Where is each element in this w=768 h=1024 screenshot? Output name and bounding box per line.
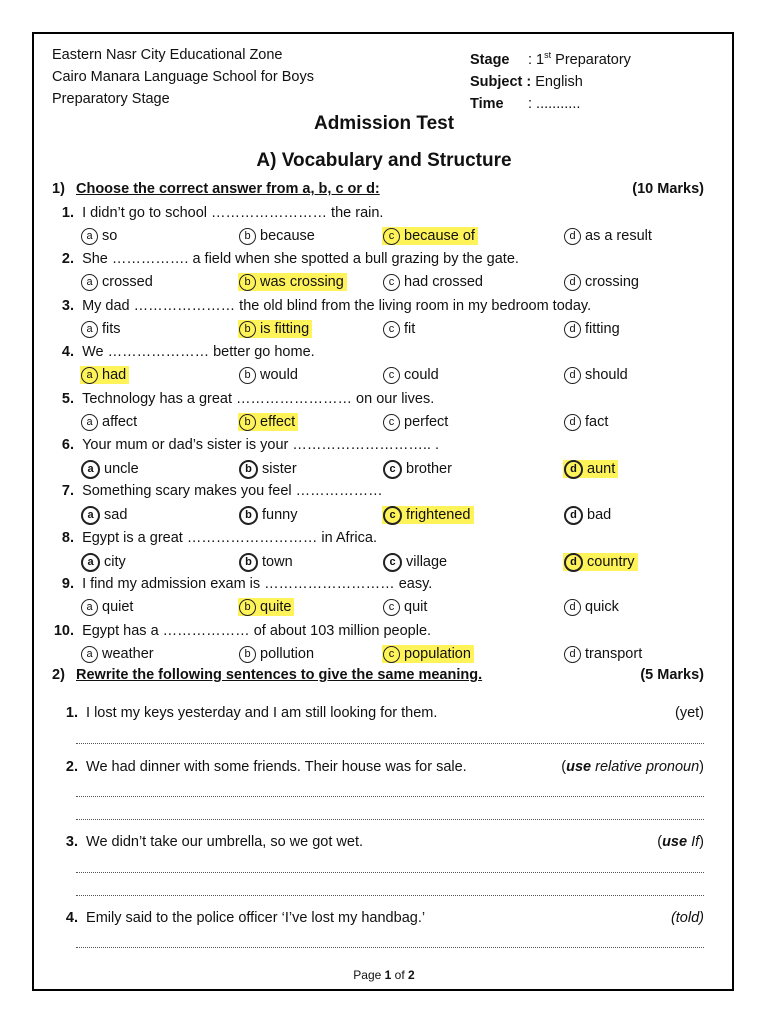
part-instruction: Choose the correct answer from a, b, c or d: xyxy=(76,181,380,197)
exam-info xyxy=(470,44,631,115)
answer-option[interactable] xyxy=(382,367,442,384)
question-number: 5. xyxy=(61,390,74,407)
answer-option[interactable] xyxy=(382,321,418,338)
answer-option[interactable] xyxy=(563,506,614,525)
option-letter: a xyxy=(81,228,98,245)
option-letter: a xyxy=(81,274,98,291)
answer-option[interactable] xyxy=(80,228,120,245)
part2-heading xyxy=(52,667,704,683)
option-label: weather xyxy=(102,645,154,662)
current-page: 1 xyxy=(384,968,392,982)
question-text: I didn’t go to school …………………… the rain. xyxy=(82,205,384,221)
option-label: affect xyxy=(102,413,138,430)
option-letter: c xyxy=(383,321,400,338)
section-title: A) Vocabulary and Structure xyxy=(256,150,512,171)
rewrite-item xyxy=(52,705,704,721)
option-label: could xyxy=(404,367,439,384)
question-text: Egypt has a ……………… of about 103 million people. xyxy=(82,622,432,639)
answer-option[interactable] xyxy=(238,367,301,384)
rewrite-item xyxy=(52,834,704,850)
option-letter: c xyxy=(383,599,400,616)
option-label: frightened xyxy=(406,507,471,524)
question-item xyxy=(44,623,704,639)
option-letter: b xyxy=(239,506,258,525)
time-value: : ........... xyxy=(528,95,581,112)
option-letter: b xyxy=(239,460,258,479)
question-text: We ………………… better go home. xyxy=(82,344,315,361)
answer-option[interactable] xyxy=(563,274,642,291)
answer-option[interactable] xyxy=(238,506,300,525)
option-letter: d xyxy=(564,599,581,616)
option-label: population xyxy=(404,645,471,662)
question-number: 4. xyxy=(61,344,74,361)
option-label: town xyxy=(262,553,293,570)
test-title: Admission Test xyxy=(313,113,455,134)
answer-option[interactable] xyxy=(563,321,623,338)
answer-option[interactable] xyxy=(80,414,140,431)
question-number: 7. xyxy=(61,483,74,500)
option-label: had crossed xyxy=(404,274,483,291)
answer-option[interactable] xyxy=(80,460,142,479)
option-label: should xyxy=(585,367,628,384)
option-letter: a xyxy=(81,414,98,431)
answer-option[interactable] xyxy=(382,646,474,663)
answer-option[interactable] xyxy=(563,460,618,479)
question-item xyxy=(44,437,704,453)
header-line: Eastern Nasr City Educational Zone xyxy=(52,47,283,63)
stage-row xyxy=(470,44,631,71)
option-label: was crossing xyxy=(260,274,344,291)
answer-option[interactable] xyxy=(382,553,450,572)
answer-option[interactable] xyxy=(563,367,631,384)
option-letter: d xyxy=(564,274,581,291)
answer-option[interactable] xyxy=(80,367,129,384)
answer-option[interactable] xyxy=(382,460,455,479)
total-pages: 2 xyxy=(408,968,415,982)
option-label: effect xyxy=(260,413,296,430)
answer-option[interactable] xyxy=(563,553,638,572)
option-letter: c xyxy=(383,367,400,384)
option-label: fitting xyxy=(585,320,620,337)
option-label: quite xyxy=(260,599,292,616)
option-label: aunt xyxy=(587,461,616,477)
option-letter: d xyxy=(564,646,581,663)
part-instruction: Rewrite the following sentences to give the same meaning. xyxy=(76,667,483,683)
rewrite-hint: (told) xyxy=(670,910,704,926)
option-letter: b xyxy=(239,646,256,663)
answer-option[interactable] xyxy=(80,553,129,572)
option-letter: c xyxy=(383,506,402,525)
rewrite-hint: (use relative pronoun) xyxy=(561,759,704,775)
option-label: sister xyxy=(262,461,297,477)
option-label: pollution xyxy=(260,645,315,662)
part1-heading xyxy=(52,181,704,197)
stage-label: Stage xyxy=(470,51,510,68)
question-number: 8. xyxy=(61,529,74,546)
stage-rest: Preparatory xyxy=(551,51,631,68)
option-label: because xyxy=(260,228,315,244)
option-label: had xyxy=(102,367,127,384)
option-letter: a xyxy=(81,460,100,479)
option-label: crossing xyxy=(585,274,639,291)
part-marks: (5 Marks) xyxy=(640,667,704,683)
option-label: uncle xyxy=(104,461,139,477)
subject-value: English xyxy=(531,73,583,90)
part-marks: (10 Marks) xyxy=(632,181,704,197)
question-item xyxy=(44,483,704,499)
answer-option[interactable] xyxy=(80,506,130,525)
option-label: so xyxy=(102,228,118,244)
question-item xyxy=(44,530,704,546)
option-label: is fitting xyxy=(260,320,310,337)
question-item xyxy=(44,205,704,221)
answer-option[interactable] xyxy=(238,321,312,338)
stage-value: : 1 xyxy=(528,51,545,68)
rewrite-text: We didn’t take our umbrella, so we got wet. xyxy=(86,834,364,850)
option-label: brother xyxy=(406,461,452,477)
option-letter: d xyxy=(564,228,581,245)
question-text: My dad ………………… the old blind from the living room in my bedroom today. xyxy=(82,297,592,314)
answer-line[interactable] xyxy=(76,795,704,797)
option-label: would xyxy=(260,367,298,384)
question-item xyxy=(44,391,704,407)
subject-row xyxy=(470,71,631,93)
option-letter: d xyxy=(564,506,583,525)
option-letter: c xyxy=(383,646,400,663)
question-item xyxy=(44,576,704,592)
option-letter: d xyxy=(564,553,583,572)
answer-option[interactable] xyxy=(80,274,156,291)
answer-option[interactable] xyxy=(563,599,622,616)
school-header xyxy=(52,44,314,110)
option-letter: a xyxy=(81,367,98,384)
option-label: fact xyxy=(585,413,609,430)
page-footer: Page 1 of 2 xyxy=(353,968,415,982)
answer-line[interactable] xyxy=(76,894,704,896)
option-letter: a xyxy=(81,553,100,572)
rewrite-number: 1. xyxy=(65,705,78,721)
option-label: because of xyxy=(404,228,475,244)
option-label: crossed xyxy=(102,274,153,291)
rewrite-number: 3. xyxy=(65,834,78,850)
question-text: She ……………. a field when she spotted a bull grazing by the gate. xyxy=(82,251,519,268)
answer-option[interactable] xyxy=(382,414,451,431)
option-letter: c xyxy=(383,460,402,479)
question-number: 3. xyxy=(61,297,74,314)
time-label: Time xyxy=(470,95,504,112)
question-text: I find my admission exam is ……………………… easy. xyxy=(82,576,433,593)
answer-option[interactable] xyxy=(563,228,655,245)
rewrite-text: Emily said to the police officer ‘I’ve lost my handbag.’ xyxy=(86,910,426,926)
rewrite-hint: (use If) xyxy=(657,834,704,850)
option-label: village xyxy=(406,553,448,570)
stage-sup: st xyxy=(544,50,552,60)
header-line: Cairo Manara Language School for Boys xyxy=(52,69,314,85)
question-number: 6. xyxy=(61,437,74,453)
answer-option[interactable] xyxy=(238,274,347,291)
time-row xyxy=(470,93,631,115)
option-label: country xyxy=(587,553,635,570)
rewrite-number: 4. xyxy=(65,910,78,926)
question-item xyxy=(44,298,704,314)
answer-option[interactable] xyxy=(238,228,318,245)
option-letter: b xyxy=(239,414,256,431)
part-number: 2) xyxy=(52,667,65,683)
answer-option[interactable] xyxy=(238,599,294,616)
answer-option[interactable] xyxy=(238,553,296,572)
option-label: quit xyxy=(404,599,428,616)
option-letter: b xyxy=(239,228,256,245)
rewrite-hint: (yet) xyxy=(675,705,704,721)
answer-line[interactable] xyxy=(76,871,704,873)
answer-option[interactable] xyxy=(563,646,645,663)
answer-line[interactable] xyxy=(76,742,704,744)
rewrite-item xyxy=(52,910,704,926)
question-text: Technology has a great …………………… on our lives. xyxy=(82,390,435,407)
question-item xyxy=(44,344,704,360)
option-label: sad xyxy=(104,507,128,524)
option-label: as a result xyxy=(585,228,652,244)
question-number: 1. xyxy=(61,205,74,221)
answer-option[interactable] xyxy=(563,414,611,431)
option-letter: b xyxy=(239,599,256,616)
question-number: 9. xyxy=(61,576,74,593)
option-label: city xyxy=(104,553,126,570)
subject-label: Subject : xyxy=(470,73,532,90)
option-letter: a xyxy=(81,646,98,663)
answer-option[interactable] xyxy=(238,646,317,663)
answer-line[interactable] xyxy=(76,818,704,820)
option-letter: c xyxy=(383,553,402,572)
answer-option[interactable] xyxy=(238,414,298,431)
part-number: 1) xyxy=(52,181,65,197)
rewrite-number: 2. xyxy=(65,759,78,775)
option-letter: c xyxy=(383,414,400,431)
option-letter: b xyxy=(239,553,258,572)
rewrite-item xyxy=(52,759,704,775)
answer-option[interactable] xyxy=(238,460,300,479)
option-letter: a xyxy=(81,599,98,616)
option-label: bad xyxy=(587,507,612,524)
question-number: 10. xyxy=(53,622,74,639)
option-letter: b xyxy=(239,367,256,384)
option-letter: c xyxy=(383,274,400,291)
option-letter: c xyxy=(383,228,400,245)
answer-option[interactable] xyxy=(80,321,124,338)
question-item xyxy=(44,251,704,267)
option-letter: d xyxy=(564,460,583,479)
header-line: Preparatory Stage xyxy=(52,91,170,107)
rewrite-text: We had dinner with some friends. Their house was for sale. xyxy=(86,759,467,775)
option-letter: b xyxy=(239,321,256,338)
option-letter: a xyxy=(81,506,100,525)
question-text: Your mum or dad’s sister is your ……………………….. . xyxy=(82,437,440,453)
answer-option[interactable] xyxy=(382,506,474,525)
answer-option[interactable] xyxy=(382,228,478,245)
option-label: quiet xyxy=(102,599,134,616)
option-letter: d xyxy=(564,414,581,431)
option-label: fits xyxy=(102,320,121,337)
rewrite-text: I lost my keys yesterday and I am still looking for them. xyxy=(86,705,438,721)
question-text: Egypt is a great ……………………… in Africa. xyxy=(82,529,377,546)
question-number: 2. xyxy=(61,251,74,268)
option-label: funny xyxy=(262,507,298,524)
option-label: perfect xyxy=(404,413,449,430)
option-label: transport xyxy=(585,645,643,662)
answer-line[interactable] xyxy=(76,946,704,948)
option-label: quick xyxy=(585,599,619,616)
question-text: Something scary makes you feel ……………… xyxy=(82,483,383,500)
answer-option[interactable] xyxy=(382,599,430,616)
answer-option[interactable] xyxy=(80,646,157,663)
answer-option[interactable] xyxy=(80,599,136,616)
option-label: fit xyxy=(404,320,416,337)
option-letter: d xyxy=(564,321,581,338)
option-letter: a xyxy=(81,321,98,338)
answer-option[interactable] xyxy=(382,274,486,291)
option-letter: d xyxy=(564,367,581,384)
option-letter: b xyxy=(239,274,256,291)
